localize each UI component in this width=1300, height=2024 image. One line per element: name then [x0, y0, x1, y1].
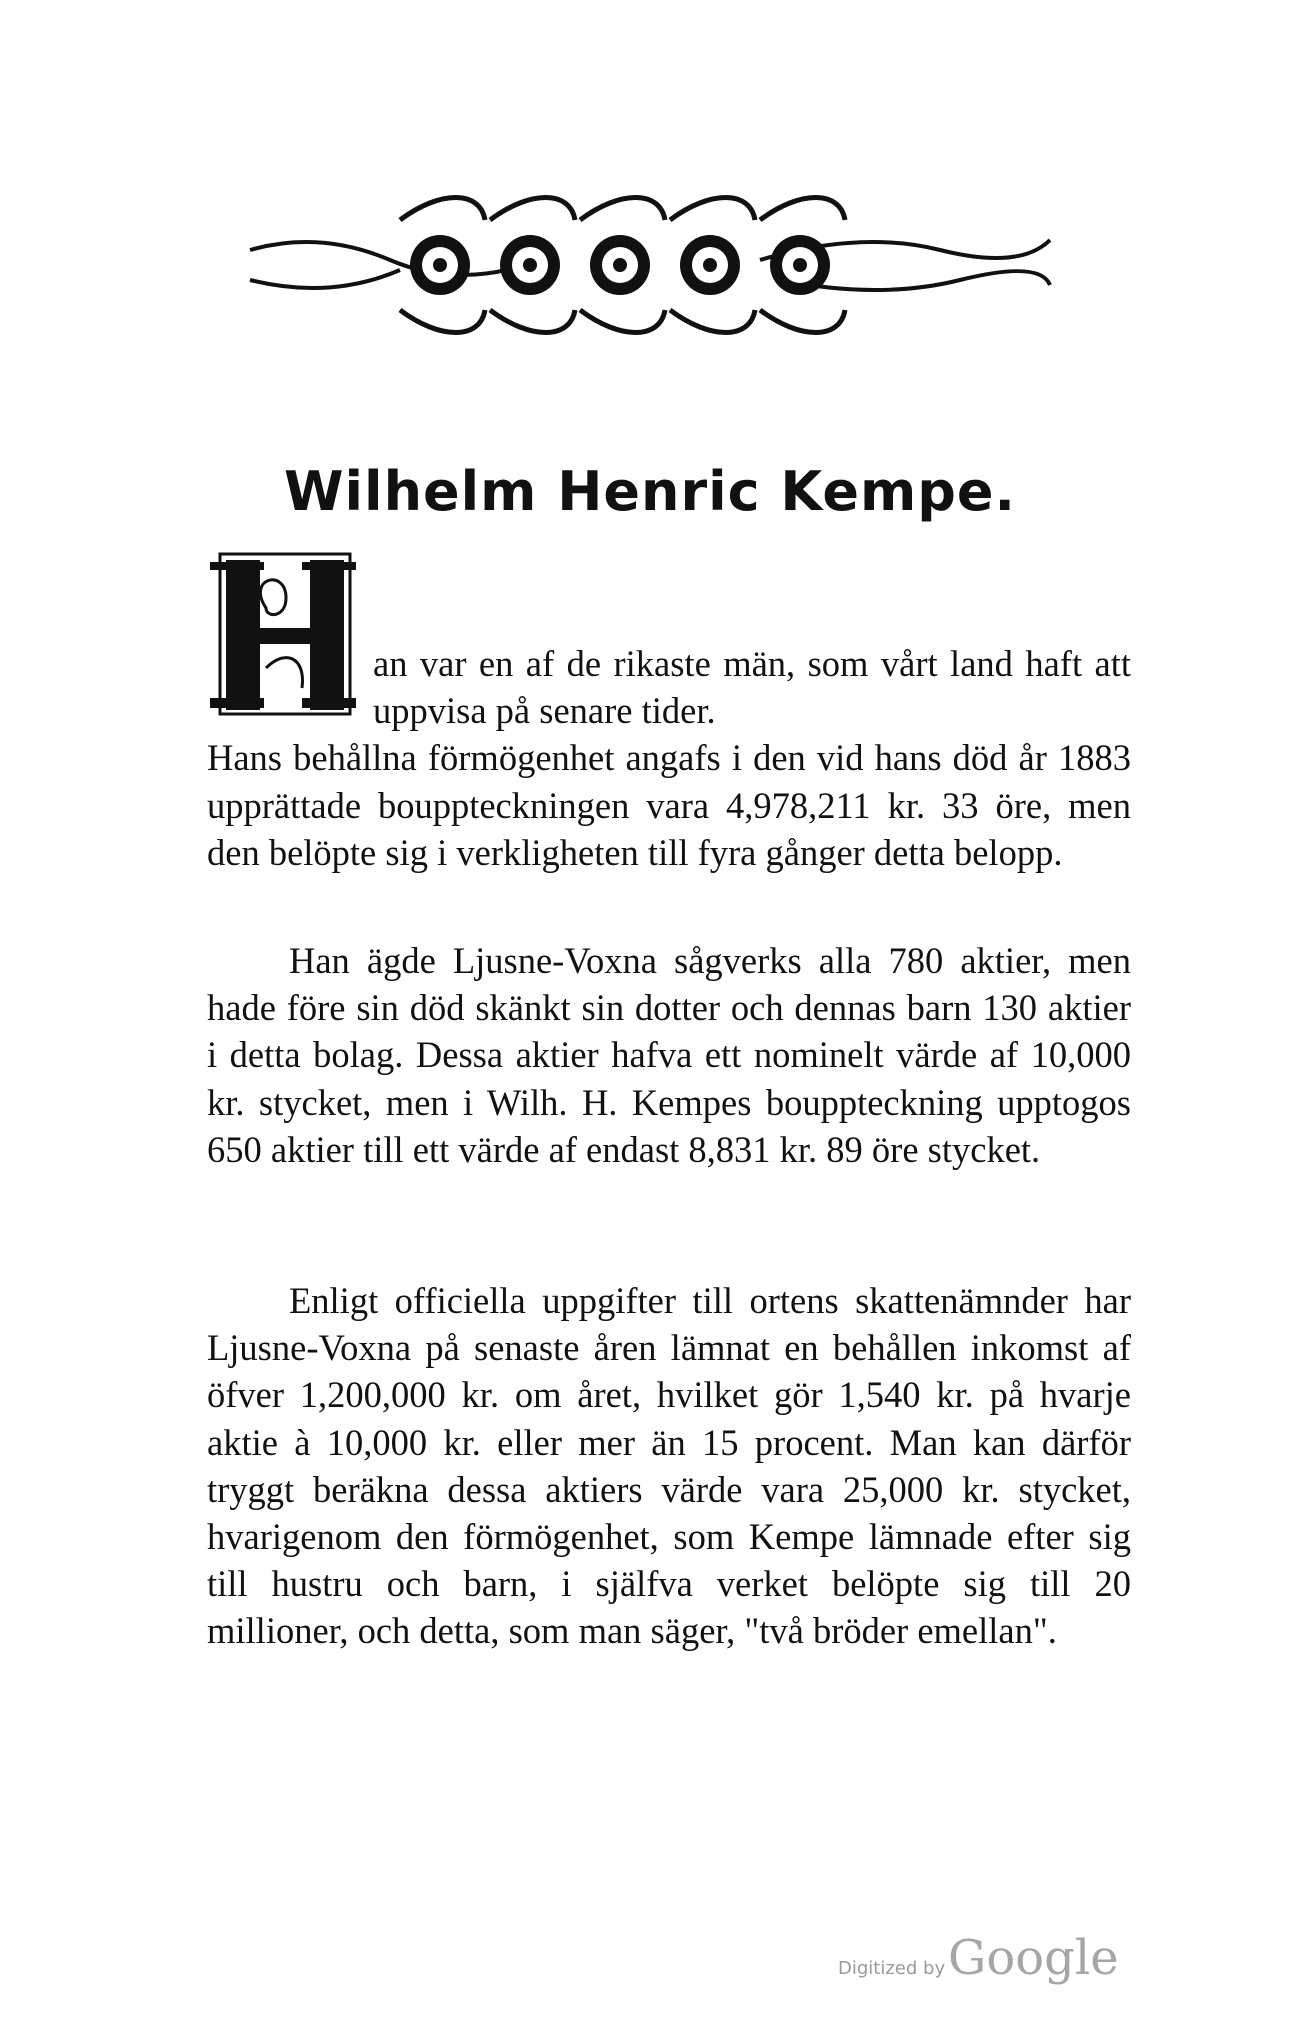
decorative-ornament [240, 190, 1060, 340]
page-title: Wilhelm Henric Kempe. [283, 460, 1017, 523]
digitized-by-label: Digitized by [838, 1958, 946, 1979]
drop-cap-letter: H [206, 548, 207, 549]
paragraph-2: Han ägde Ljusne-Voxna sågverks alla 780 aktier, men hade före sin död skänkt sin dotter och dennas barn 130 aktier i detta bolag. Dessa aktier hafva ett nominelt värde af 10,000 kr. stycket, men i Wilh. H. Kempes bouppteckning upptogos 650 aktier till ett värde af endast 8,831 kr. 89 öre stycket. [207, 940, 1131, 1170]
digitized-watermark [838, 1930, 1138, 1990]
paragraph-1-rest: Hans behållna förmögenhet angafs i den vid hans död år 1883 upprättade bouppteckningen vara 4,978,211 kr. 33 öre, men den belöpte sig i verkligheten till fyra gånger detta belopp. [207, 737, 1131, 873]
google-logo: Google [948, 1930, 1119, 1986]
paragraph-1-start: an var en af de rikaste män, som vårt land haft att uppvisa på senare tider. [373, 643, 1131, 732]
paragraph-3: Enligt officiella uppgifter till ortens skattenämnder har Ljusne-Voxna på senaste åren lämnat en behållen inkomst af öfver 1,200,000 kr. om året, hvilket gör 1,540 kr. på hvarje aktie à 10,000 kr. eller mer än 15 procent. Man kan därför tryggt beräkna dessa aktiers värde vara 25,000 kr. stycket, hvarigenom den förmögenhet, som Kempe lämnade efter sig till hustru och barn, i själfva verket belöpte sig till 20 millioner, och detta, som man säger, "två bröder emellan". [207, 1280, 1131, 1652]
paragraph-1 [207, 640, 1131, 876]
